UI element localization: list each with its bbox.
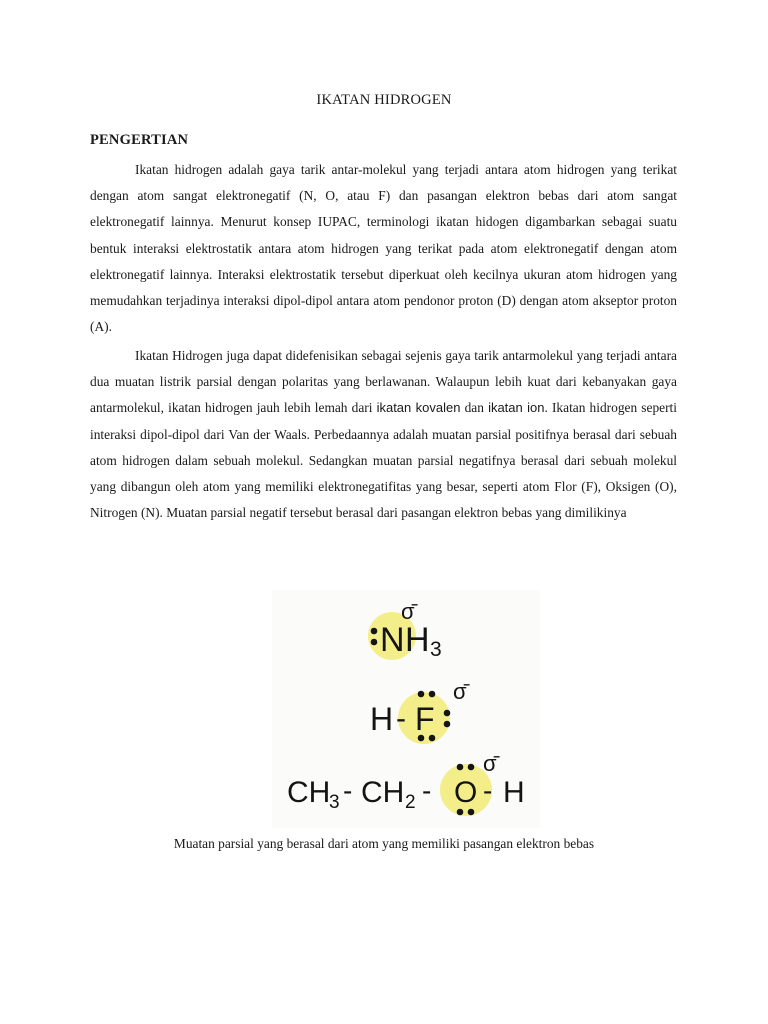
ethanol-methyl-subscript: 3 [329, 792, 340, 813]
ethanol-bond-3: - [483, 775, 493, 806]
lone-pair-dot [371, 639, 378, 646]
ethanol-oxygen: O [454, 776, 478, 809]
paragraph-explanation [90, 343, 677, 526]
lone-pair-dot [418, 691, 425, 698]
paragraph-text-conj: dan [460, 400, 489, 416]
lewis-structure-figure [272, 590, 540, 828]
ethanol-methylene-subscript: 2 [405, 792, 416, 813]
paragraph-text-part2: . Ikatan hidrogen seperti interaksi dipol-dipol dari Van der Waals. Perbedaannya adalah muatan parsial positifnya berasal dari sebuah atom hidrogen dalam sebuah molekul. Sedangkan muatan parsial negatifnya berasal dari sebuah molekul yang dibangun oleh atom yang memiliki elektronegatifitas yang besar, seperti atom Flor (F), Oksigen (O), Nitrogen (N). Muatan parsial negatif tersebut berasal dari pasangan elektron bebas yang dimilikinya [90, 400, 677, 521]
lone-pair-dot [457, 809, 464, 816]
partial-charge-symbol: σ̄ [453, 679, 467, 704]
lone-pair-dot [468, 764, 475, 771]
ammonia-nitrogen: N [380, 621, 405, 659]
lone-pair-dot [429, 691, 436, 698]
figure-caption: Muatan parsial yang berasal dari atom yang memiliki pasangan elektron bebas [173, 836, 595, 851]
lewis-structure-svg [272, 590, 540, 828]
ethanol-methylene: CH [361, 776, 405, 809]
hf-bond: - [396, 702, 406, 735]
ammonia-subscript: 3 [430, 638, 442, 661]
partial-charge-symbol: σ̄ [483, 751, 497, 776]
document-title: IKATAN HIDROGEN [316, 92, 452, 108]
ethanol-bond-2: - [422, 775, 432, 806]
lone-pair-dot [468, 809, 475, 816]
lone-pair-dot [457, 764, 464, 771]
hf-hydrogen: H [370, 701, 394, 737]
ethanol-hydrogen: H [503, 776, 525, 809]
paragraph-text-part1: Ikatan Hidrogen juga dapat didefenisikan sebagai sejenis gaya tarik antarmolekul yang terjadi antara dua muatan listrik parsial dengan polaritas yang berlawanan. Walaupun lebih kuat dari kebanyakan gaya antarmolekul, ikatan hidrogen jauh lebih lemah dari [90, 348, 677, 416]
hf-fluorine: F [415, 701, 435, 737]
paragraph-definition [90, 157, 677, 340]
section-heading: PENGERTIAN [90, 132, 189, 148]
ethanol-bond-1: - [343, 775, 353, 806]
term-ikatan-kovalen: ikatan kovalen [376, 400, 461, 416]
partial-charge-symbol: σ̄ [401, 599, 415, 624]
term-ikatan-ion: ikatan ion [488, 400, 545, 416]
lone-pair-dot [444, 721, 451, 728]
lone-pair-dot [444, 710, 451, 717]
ammonia-hydrogen: H [405, 621, 430, 659]
paragraph-definition-text: Ikatan hidrogen adalah gaya tarik antar-molekul yang terjadi antara atom hidrogen yang terikat dengan atom sangat elektronegatif (N, O, atau F) dan pasangan elektron bebas dari atom sangat elektronegatif lainnya. Menurut konsep IUPAC, terminologi ikatan hidogen digambarkan sebagai suatu bentuk interaksi elektrostatik antara atom hidrogen yang terikat pada atom elektronegatif dengan atom elektronegatif lainnya. Interaksi elektrostatik tersebut diperkuat oleh kecilnya ukuran atom hidrogen yang memudahkan terjadinya interaksi dipol-dipol antara atom pendonor proton (D) dengan atom akseptor proton (A). [90, 162, 677, 335]
lone-pair-dot [371, 628, 378, 635]
ethanol-methyl: CH [287, 776, 331, 809]
